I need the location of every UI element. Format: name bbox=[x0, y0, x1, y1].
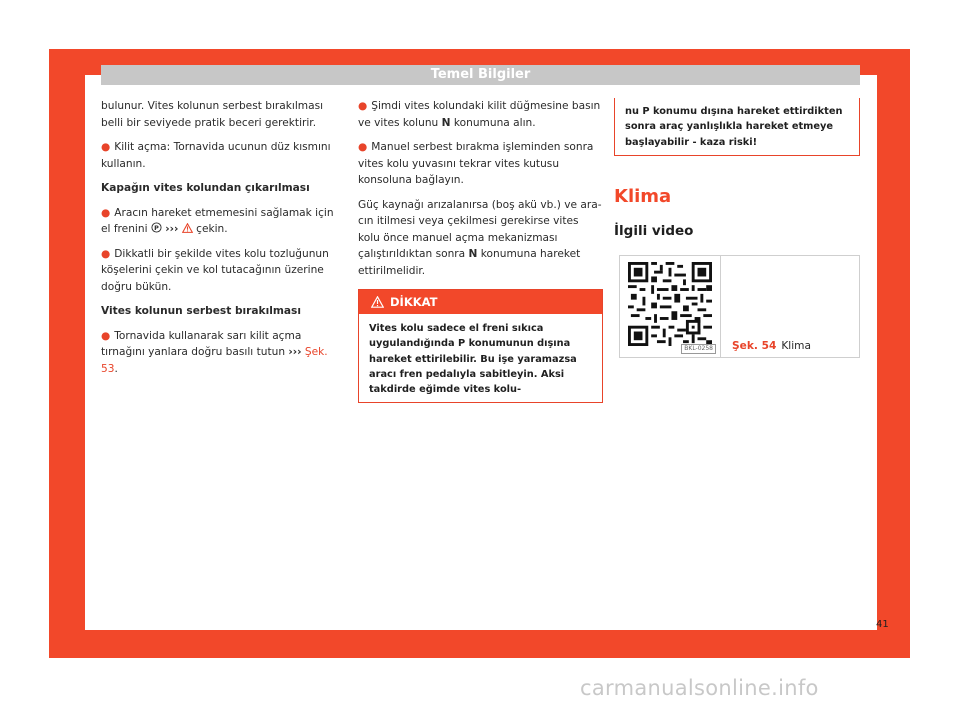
bullet-text: Manuel serbest bırakma işleminden sonra vites kolu yuvasını tekrar vites kutusu konsoluna bağlayın. bbox=[358, 141, 594, 186]
warning-triangle-icon[interactable] bbox=[182, 223, 193, 233]
bullet-item bbox=[101, 139, 346, 172]
qr-code-icon[interactable] bbox=[628, 262, 712, 346]
paragraph-text: Güç kaynağı arızalanırsa (boş akü vb.) ve aracın itilmesi veya çekilmesi gerekirse vites kolu önce manuel açma mekanizması çalıştırıldıktan sonra bbox=[358, 198, 602, 260]
bullet-dot: ● bbox=[358, 100, 368, 112]
column-2 bbox=[358, 98, 603, 403]
bullet-dot: ● bbox=[101, 141, 111, 153]
handbrake-icon bbox=[151, 222, 162, 233]
bullet-text: çekin. bbox=[196, 223, 228, 235]
bullet-item bbox=[358, 98, 603, 131]
watermark: carmanualsonline.info bbox=[580, 676, 819, 700]
section-title: Klima bbox=[614, 185, 672, 207]
column-3 bbox=[614, 98, 860, 240]
qr-panel bbox=[620, 256, 721, 357]
bullet-text: Tornavida kullanarak sarı kilit açma tırnağını yanlara doğru basılı tutun bbox=[101, 329, 302, 358]
subheading: Vites kolunun serbest bırakılması bbox=[101, 305, 301, 317]
subheading: Kapağın vites kolundan çıkarılması bbox=[101, 182, 310, 194]
gear-position: N bbox=[441, 116, 451, 129]
punctuation: . bbox=[114, 362, 118, 375]
figure-title: Klima bbox=[781, 340, 811, 352]
bullet-text: Dikkatli bir şekilde vites kolu tozluğunun köşelerini çekin ve kol tutacağının üzerine doğru bükün. bbox=[101, 247, 329, 293]
warning-text: Vites kolu sadece el freni sıkıca uygulandığında P konumunun dışına hareket ettirilebilir. Bu işe yaramazsa aracı fren pedalıyla sabitleyin. Aksi takdirde eğimde vites kolu- bbox=[369, 323, 577, 396]
bullet-item bbox=[101, 205, 346, 238]
section-header-bar bbox=[101, 65, 860, 85]
bullet-dot: ● bbox=[358, 141, 368, 153]
warning-header bbox=[359, 290, 602, 314]
related-video-title: İlgili video bbox=[614, 222, 694, 239]
bullet-text: konumuna alın. bbox=[453, 116, 536, 129]
paragraph bbox=[358, 197, 603, 280]
figure-link[interactable]: Şek. 53 bbox=[101, 346, 328, 375]
reference-arrow: ››› bbox=[288, 346, 302, 358]
section-header-title: Temel Bilgiler bbox=[430, 67, 531, 82]
bullet-item bbox=[101, 246, 346, 296]
gear-position: N bbox=[468, 248, 478, 260]
figure-code: BKL-0258 bbox=[681, 344, 716, 354]
warning-continuation: nu P konumu dışına hareket ettirdikten sonra araç yanlışlıkla hareket etmeye başlayabilir - kaza riski! bbox=[614, 98, 860, 156]
figure-number: Şek. 54 bbox=[732, 340, 777, 352]
warning-title: DİKKAT bbox=[390, 295, 438, 309]
bullet-text: Şimdi vites kolundaki kilit düğmesine basın ve vites kolunu bbox=[358, 100, 601, 129]
column-1 bbox=[101, 98, 346, 385]
figure-caption bbox=[732, 339, 811, 353]
bullet-item bbox=[358, 139, 603, 189]
bullet-dot: ● bbox=[101, 329, 111, 342]
warning-triangle-icon bbox=[371, 296, 384, 308]
warning-box bbox=[358, 289, 603, 403]
bullet-dot: ● bbox=[101, 206, 111, 219]
paragraph-text: konumuna hareket ettirilmelidir. bbox=[358, 248, 581, 277]
reference-arrow: ››› bbox=[165, 223, 179, 235]
bullet-item bbox=[101, 328, 346, 378]
video-figure bbox=[619, 255, 860, 358]
page-number: 41 bbox=[876, 619, 889, 630]
bullet-text: Kilit açma: Tornavida ucunun düz kısmını kullanın. bbox=[101, 141, 331, 170]
bullet-dot: ● bbox=[101, 247, 111, 260]
bullet-text: Aracın hareket etmemesini sağlamak için el frenini bbox=[101, 206, 334, 235]
svg-text:P: P bbox=[154, 223, 159, 232]
paragraph: bulunur. Vites kolunun serbest bırakılması belli bir seviyede pratik beceri gerektirir. bbox=[101, 100, 324, 129]
